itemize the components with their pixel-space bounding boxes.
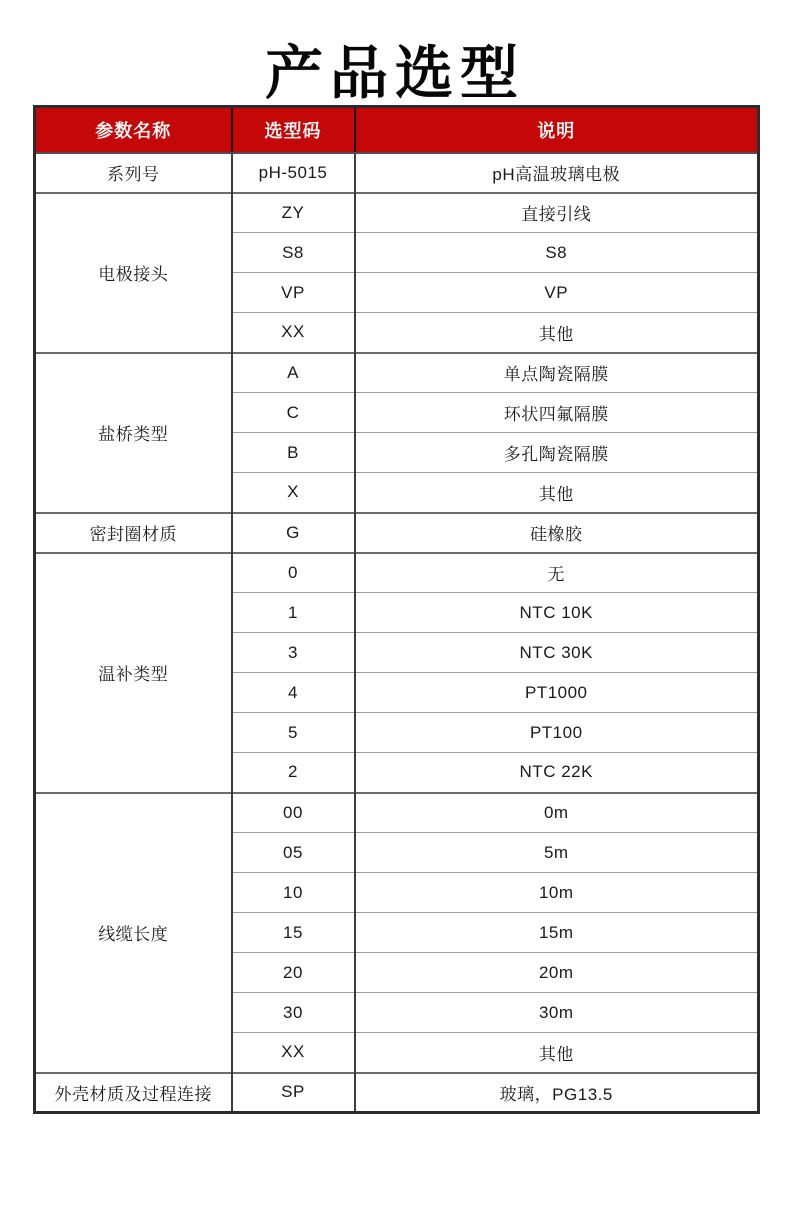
table-row xyxy=(35,513,759,553)
description-cell: 0m xyxy=(355,793,759,833)
table-row xyxy=(35,553,759,593)
description-cell: 15m xyxy=(355,913,759,953)
table-row xyxy=(35,353,759,393)
param-name-cell: 温补类型 xyxy=(35,553,232,793)
description-cell: PT100 xyxy=(355,713,759,753)
selection-code-cell: XX xyxy=(232,1033,355,1073)
table-row xyxy=(35,793,759,833)
header-cell-description: 说明 xyxy=(355,107,759,153)
table-body xyxy=(35,153,759,1113)
description-cell: 多孔陶瓷隔膜 xyxy=(355,433,759,473)
param-name-cell: 密封圈材质 xyxy=(35,513,232,553)
selection-code-cell: 4 xyxy=(232,673,355,713)
description-cell: 硅橡胶 xyxy=(355,513,759,553)
description-cell: pH高温玻璃电极 xyxy=(355,153,759,193)
selection-code-cell: VP xyxy=(232,273,355,313)
table-row xyxy=(35,1073,759,1113)
description-cell: NTC 30K xyxy=(355,633,759,673)
selection-code-cell: 3 xyxy=(232,633,355,673)
description-cell: PT1000 xyxy=(355,673,759,713)
description-cell: 直接引线 xyxy=(355,193,759,233)
table-header-row xyxy=(35,107,759,153)
selection-code-cell: G xyxy=(232,513,355,553)
description-cell: 5m xyxy=(355,833,759,873)
description-cell: NTC 22K xyxy=(355,753,759,793)
table-row xyxy=(35,193,759,233)
header-cell-selection-code: 选型码 xyxy=(232,107,355,153)
selection-code-cell: A xyxy=(232,353,355,393)
selection-code-cell: C xyxy=(232,393,355,433)
description-cell: 无 xyxy=(355,553,759,593)
selection-code-cell: ZY xyxy=(232,193,355,233)
description-cell: 其他 xyxy=(355,1033,759,1073)
description-cell: 20m xyxy=(355,953,759,993)
selection-code-cell: pH-5015 xyxy=(232,153,355,193)
description-cell: 30m xyxy=(355,993,759,1033)
selection-code-cell: 15 xyxy=(232,913,355,953)
param-name-cell: 盐桥类型 xyxy=(35,353,232,513)
selection-code-cell: 2 xyxy=(232,753,355,793)
product-selection-table xyxy=(33,105,760,1114)
param-name-cell: 系列号 xyxy=(35,153,232,193)
selection-code-cell: 10 xyxy=(232,873,355,913)
selection-code-cell: 5 xyxy=(232,713,355,753)
table-row xyxy=(35,153,759,193)
selection-code-cell: 00 xyxy=(232,793,355,833)
table-container xyxy=(33,105,757,1114)
param-name-cell: 外壳材质及过程连接 xyxy=(35,1073,232,1113)
selection-code-cell: X xyxy=(232,473,355,513)
description-cell: 10m xyxy=(355,873,759,913)
description-cell: 其他 xyxy=(355,313,759,353)
selection-code-cell: XX xyxy=(232,313,355,353)
selection-code-cell: S8 xyxy=(232,233,355,273)
description-cell: S8 xyxy=(355,233,759,273)
description-cell: NTC 10K xyxy=(355,593,759,633)
page-title: 产品选型 xyxy=(264,41,525,106)
selection-code-cell: 0 xyxy=(232,553,355,593)
param-name-cell: 线缆长度 xyxy=(35,793,232,1073)
description-cell: 单点陶瓷隔膜 xyxy=(355,353,759,393)
selection-code-cell: 1 xyxy=(232,593,355,633)
header-cell-param-name: 参数名称 xyxy=(35,107,232,153)
selection-code-cell: SP xyxy=(232,1073,355,1113)
selection-code-cell: 05 xyxy=(232,833,355,873)
description-cell: VP xyxy=(355,273,759,313)
description-cell: 玻璃，PG13.5 xyxy=(355,1073,759,1113)
selection-code-cell: 20 xyxy=(232,953,355,993)
selection-code-cell: B xyxy=(232,433,355,473)
description-cell: 环状四氟隔膜 xyxy=(355,393,759,433)
param-name-cell: 电极接头 xyxy=(35,193,232,353)
description-cell: 其他 xyxy=(355,473,759,513)
selection-code-cell: 30 xyxy=(232,993,355,1033)
